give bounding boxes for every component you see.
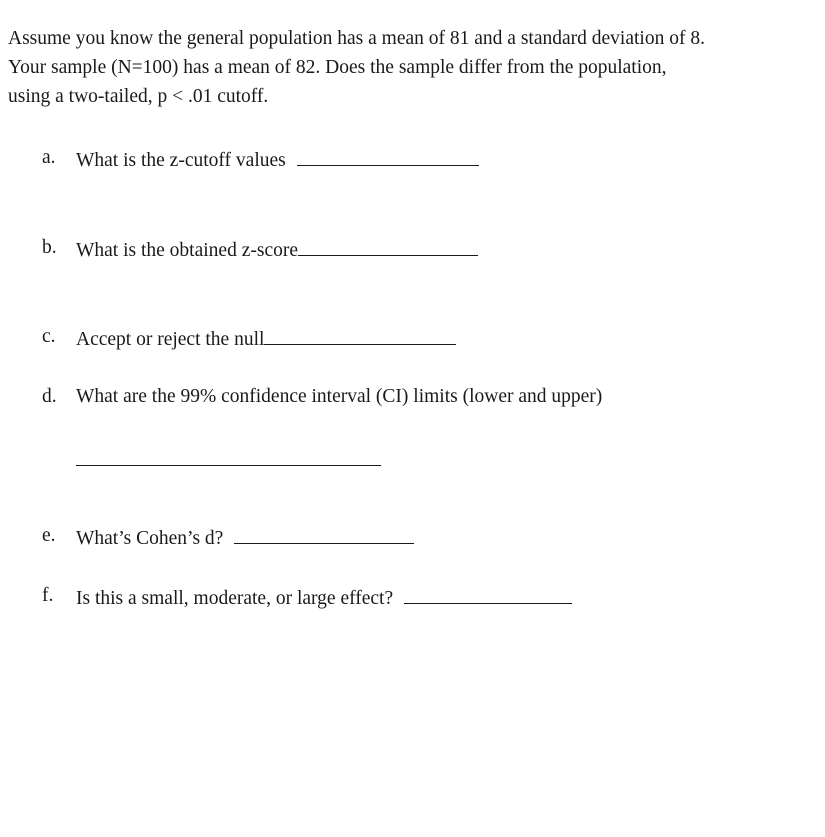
problem-statement <box>8 24 823 111</box>
question-letter: e. <box>42 525 56 546</box>
question-text: What’s Cohen’s d? <box>76 528 224 549</box>
problem-line-2: Your sample (N=100) has a mean of 82. Does the sample differ from the population, <box>8 57 667 78</box>
question-text: What is the z-cutoff values <box>76 150 286 171</box>
answer-blank-d[interactable] <box>76 465 381 466</box>
question-text: What are the 99% confidence interval (CI) limits (lower and upper) <box>76 386 603 407</box>
question-letter: d. <box>42 386 57 407</box>
question-letter: b. <box>42 237 57 258</box>
answer-blank-f[interactable] <box>404 584 572 604</box>
question-text: What is the obtained z-score <box>76 240 298 261</box>
answer-blank-a[interactable] <box>297 146 479 166</box>
question-letter: f. <box>42 585 54 606</box>
question-text: Accept or reject the null <box>76 329 265 350</box>
question-letter: a. <box>42 147 56 168</box>
question-letter: c. <box>42 326 56 347</box>
answer-blank-e[interactable] <box>234 524 414 544</box>
problem-line-3: using a two-tailed, p < .01 cutoff. <box>8 86 269 107</box>
answer-blank-b[interactable] <box>298 236 478 256</box>
answer-blank-c[interactable] <box>264 325 456 345</box>
problem-line-1: Assume you know the general population has a mean of 81 and a standard deviation of 8. <box>8 28 705 49</box>
question-text: Is this a small, moderate, or large effect? <box>76 588 394 609</box>
